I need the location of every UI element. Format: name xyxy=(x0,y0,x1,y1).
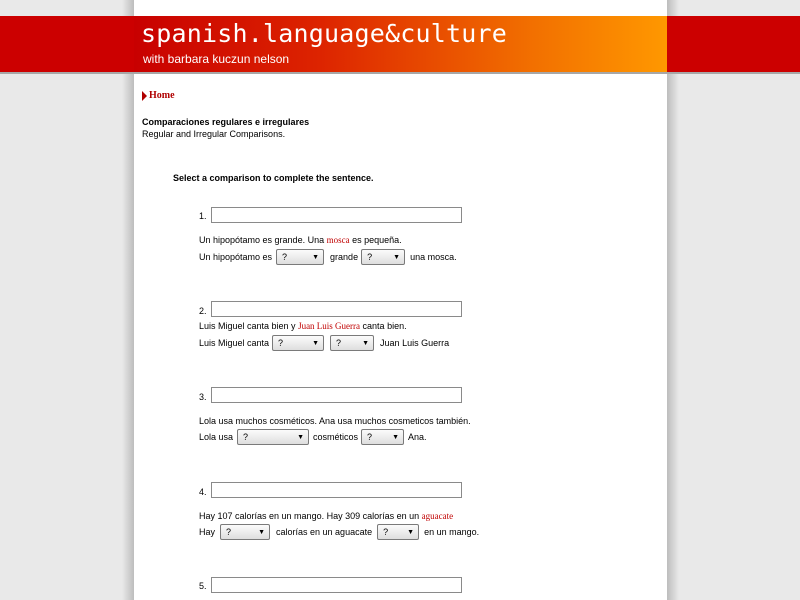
answer-field-2[interactable] xyxy=(211,301,462,317)
lesson-subtitle: Regular and Irregular Comparisons. xyxy=(142,129,286,139)
question-sentence-4 xyxy=(199,511,453,521)
comparison-select[interactable] xyxy=(330,335,374,351)
instruction-text: Select a comparison to complete the sentence. xyxy=(173,173,374,183)
word-link-juan-luis-guerra[interactable]: Juan Luis Guerra xyxy=(298,321,361,331)
word-link-aguacate[interactable]: aguacate xyxy=(421,511,454,521)
comparison-select[interactable] xyxy=(361,249,405,265)
question-row-1 xyxy=(199,249,457,265)
select-value: ? xyxy=(243,432,249,442)
question-number: 5. xyxy=(199,581,207,591)
row-text: Un hipopótamo es xyxy=(199,252,273,262)
row-text: Ana. xyxy=(408,432,427,442)
question-row-2 xyxy=(199,335,449,351)
sentence-text: Hay 107 calorías en un mango. Hay 309 calorías en un xyxy=(199,511,422,521)
chevron-down-icon: ▼ xyxy=(392,433,400,441)
header-divider xyxy=(0,72,800,74)
chevron-down-icon: ▼ xyxy=(258,528,266,536)
comparison-select[interactable] xyxy=(237,429,309,445)
chevron-down-icon: ▼ xyxy=(312,339,320,347)
question-number: 1. xyxy=(199,211,207,221)
answer-field-1[interactable] xyxy=(211,207,462,223)
page-shadow-right xyxy=(667,0,679,600)
select-value: ? xyxy=(278,338,284,348)
site-title: spanish.language&culture xyxy=(141,19,508,48)
chevron-down-icon: ▼ xyxy=(362,339,370,347)
comparison-select[interactable] xyxy=(272,335,324,351)
comparison-select[interactable] xyxy=(220,524,270,540)
row-text: Lola usa xyxy=(199,432,234,442)
row-text: una mosca. xyxy=(410,252,457,262)
chevron-down-icon: ▼ xyxy=(297,433,305,441)
question-number: 4. xyxy=(199,487,207,497)
question-sentence-3: Lola usa muchos cosméticos. Ana usa muchos cosmeticos también. xyxy=(199,416,471,426)
question-number: 2. xyxy=(199,306,207,316)
select-value: ? xyxy=(282,252,288,262)
comparison-select[interactable] xyxy=(377,524,419,540)
page-column xyxy=(134,0,667,600)
row-text: cosméticos xyxy=(313,432,359,442)
home-link-label: Home xyxy=(149,90,175,101)
select-value: ? xyxy=(383,527,389,537)
question-sentence-1 xyxy=(199,235,402,245)
chevron-down-icon: ▼ xyxy=(393,253,401,261)
question-row-3 xyxy=(199,429,427,445)
question-sentence-2 xyxy=(199,321,407,331)
sentence-text: Un hipopótamo es grande. Una xyxy=(199,235,327,245)
select-value: ? xyxy=(367,432,373,442)
answer-field-4[interactable] xyxy=(211,482,462,498)
row-text: Juan Luis Guerra xyxy=(380,338,450,348)
row-text: Hay xyxy=(199,527,216,537)
site-subtitle: with barbara kuczun nelson xyxy=(143,52,290,66)
select-value: ? xyxy=(226,527,232,537)
question-row-4 xyxy=(199,524,479,540)
lesson-title: Comparaciones regulares e irregulares xyxy=(142,117,310,127)
select-value: ? xyxy=(336,338,342,348)
answer-field-5[interactable] xyxy=(211,577,462,593)
home-link[interactable] xyxy=(142,90,175,101)
word-link-mosca[interactable]: mosca xyxy=(326,235,350,245)
comparison-select[interactable] xyxy=(276,249,324,265)
sentence-text: es pequeña. xyxy=(349,235,402,245)
row-text: calorías en un aguacate xyxy=(276,527,373,537)
sentence-text: canta bien. xyxy=(360,321,407,331)
chevron-down-icon: ▼ xyxy=(407,528,415,536)
select-value: ? xyxy=(367,252,373,262)
row-text: grande xyxy=(330,252,359,262)
question-number: 3. xyxy=(199,392,207,402)
row-text: Luis Miguel canta xyxy=(199,338,270,348)
answer-field-3[interactable] xyxy=(211,387,462,403)
triangle-right-icon xyxy=(142,91,147,101)
comparison-select[interactable] xyxy=(361,429,404,445)
page-shadow-left xyxy=(122,0,134,600)
sentence-text: Luis Miguel canta bien y xyxy=(199,321,299,331)
row-text: en un mango. xyxy=(424,527,480,537)
chevron-down-icon: ▼ xyxy=(312,253,320,261)
